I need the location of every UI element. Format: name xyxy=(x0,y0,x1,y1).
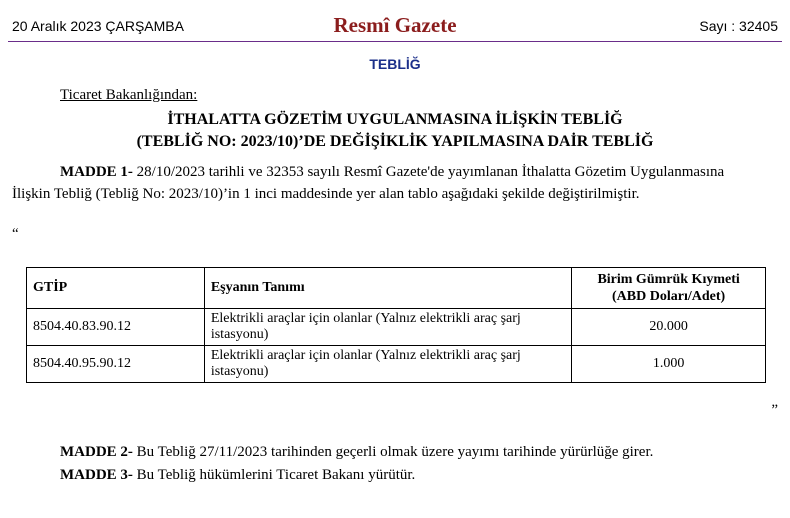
article-3 xyxy=(60,467,415,484)
gtip-table xyxy=(26,267,766,383)
opening-quote: “ xyxy=(12,226,19,242)
gazette-title: Resmî Gazete xyxy=(333,13,457,37)
header-unit-value xyxy=(572,268,766,309)
cell-value: 1.000 xyxy=(572,346,766,383)
article-1-text-line2: İlişkin Tebliğ (Tebliğ No: 2023/10)’in 1 inci maddesinde yer alan tablo aşağıdaki şekilde değiştirilmiştir. xyxy=(12,186,640,202)
cell-gtip: 8504.40.83.90.12 xyxy=(27,309,205,346)
header-description: Eşyanın Tanımı xyxy=(204,268,571,309)
cell-value: 20.000 xyxy=(572,309,766,346)
table-row xyxy=(27,346,766,383)
header-gtip: GTİP xyxy=(27,268,205,309)
article-2-text: Bu Tebliğ 27/11/2023 tarihinden geçerli olmak üzere yayımı tarihinde yürürlüğe girer. xyxy=(132,444,654,460)
communique-title-line2: (TEBLİĞ NO: 2023/10)’DE DEĞİŞİKLİK YAPILMASINA DAİR TEBLİĞ xyxy=(136,133,654,150)
cell-gtip: 8504.40.95.90.12 xyxy=(27,346,205,383)
article-1-line1 xyxy=(12,161,776,183)
header-date: 20 Aralık 2023 ÇARŞAMBA xyxy=(12,18,184,34)
cell-description: Elektrikli araçlar için olanlar (Yalnız elektrikli araç şarj istasyonu) xyxy=(204,346,571,383)
communique-title-line1: İTHALATTA GÖZETİM UYGULANMASINA İLİŞKİN TEBLİĞ xyxy=(167,111,623,128)
header-divider xyxy=(8,41,782,42)
article-1-label: MADDE 1- xyxy=(60,164,133,180)
table-header-row xyxy=(27,268,766,309)
table-row xyxy=(27,309,766,346)
header-unit-value-line2: (ABD Doları/Adet) xyxy=(612,289,726,304)
gazette-header xyxy=(0,0,790,42)
article-1-text-line1: 28/10/2023 tarihli ve 32353 sayılı Resmî Gazete'de yayımlanan İthalatta Gözetim Uygulanmasına xyxy=(132,164,725,180)
issuer-label: Ticaret Bakanlığından: xyxy=(60,87,198,103)
issue-number: Sayı : 32405 xyxy=(699,18,778,34)
article-3-label: MADDE 3- xyxy=(60,467,133,483)
article-2-label: MADDE 2- xyxy=(60,444,133,460)
closing-quote: ” xyxy=(771,402,778,418)
article-1 xyxy=(12,161,776,205)
article-2 xyxy=(60,444,653,461)
cell-description: Elektrikli araçlar için olanlar (Yalnız elektrikli araç şarj istasyonu) xyxy=(204,309,571,346)
section-heading: TEBLİĞ xyxy=(369,56,421,72)
article-3-text: Bu Tebliğ hükümlerini Ticaret Bakanı yürütür. xyxy=(132,467,416,483)
header-unit-value-line1: Birim Gümrük Kıymeti xyxy=(597,272,740,287)
